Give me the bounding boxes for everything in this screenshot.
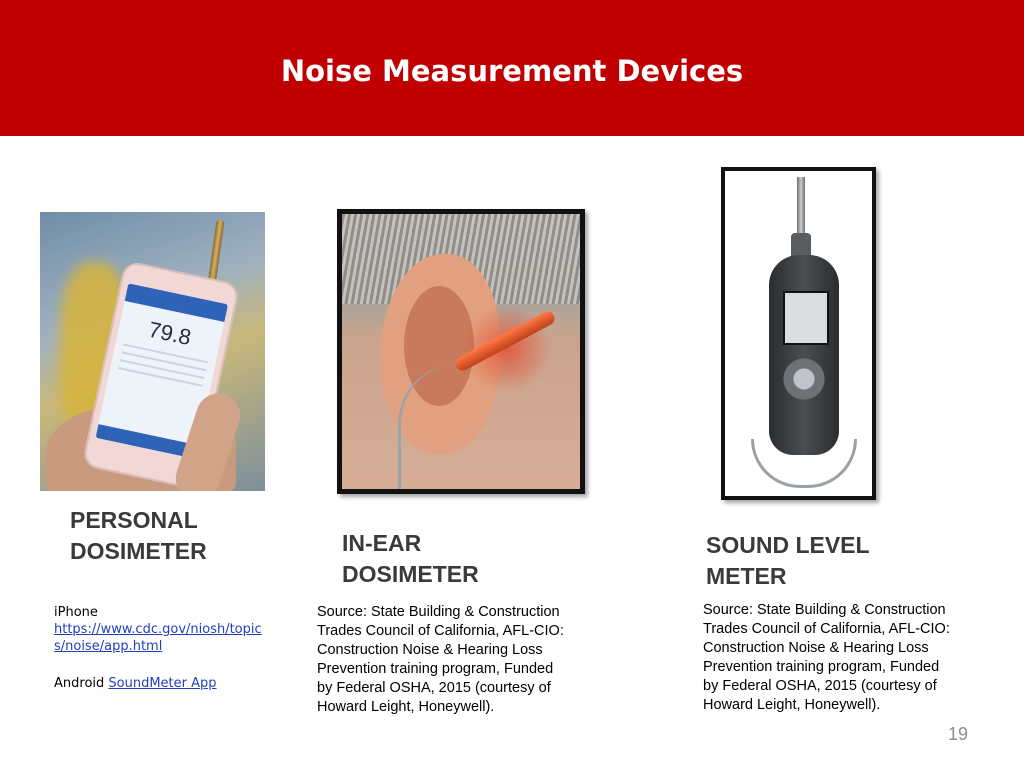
title-banner [0,0,1024,136]
meter-display [783,291,829,345]
in-ear-dosimeter-label [342,528,542,590]
microphone-attachment [207,220,224,286]
cdc-app-link[interactable]: https://www.cdc.gov/niosh/topics/noise/app.html [54,622,262,654]
phone-reading: 79.8 [146,316,194,351]
meter-keypad [783,355,825,415]
label-line: METER [706,563,787,589]
page-number: 19 [947,724,968,744]
iphone-label: iPhone [54,605,98,620]
photo-inner [342,214,580,489]
label-line: SOUND LEVEL [706,532,870,558]
personal-dosimeter-label [70,505,270,567]
photo-inner [725,171,872,496]
wrist-strap [751,439,857,488]
soundmeter-app-link[interactable]: SoundMeter App [108,676,217,691]
app-notes [54,604,264,692]
label-line: IN-EAR [342,530,422,556]
android-line [54,675,264,692]
meter-body [769,255,839,455]
label-line: DOSIMETER [70,538,207,564]
in-ear-source-caption: Source: State Building & Construction Trades Council of California, AFL-CIO: Construction Noise & Hearing Loss Prevention training program, Funded by Federal OSHA, 2015 (courtesy of Howard Leight, Honeywell). [317,604,564,715]
sound-level-meter-label [706,530,946,592]
label-line: PERSONAL [70,507,198,533]
sound-level-meter-source-caption: Source: State Building & Construction Trades Council of California, AFL-CIO: Construction Noise & Hearing Loss Prevention training program, Funded by Federal OSHA, 2015 (courtesy of Howard Leight, Honeywell). [703,602,950,713]
sound-level-meter-photo [721,167,876,500]
label-line: DOSIMETER [342,561,479,587]
meter-microphone [797,177,805,237]
personal-dosimeter-photo [40,212,265,491]
android-label: Android [54,676,105,691]
slide-title: Noise Measurement Devices [280,54,744,88]
in-ear-dosimeter-photo [337,209,585,494]
